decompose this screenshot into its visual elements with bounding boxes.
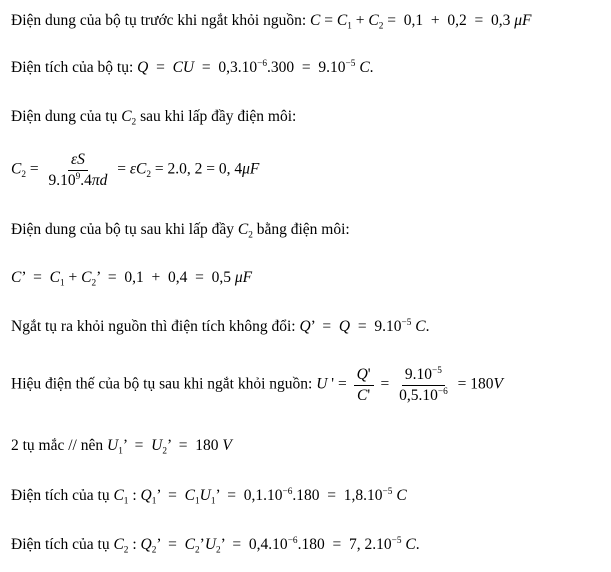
line-c2-formula: $C_2$ = $\frac{\varepsilon S}{9.10^9.4\pi d}$ = $\varepsilon C_2 = 2.0$, 2 = 0, 4μF bbox=[11, 151, 260, 189]
label-text: Hiệu điện thế của bộ tụ sau khi ngắt khỏi nguồn: bbox=[11, 375, 317, 393]
label-text: Điện tích của tụ bbox=[11, 536, 114, 553]
label-text: Điện dung của bộ tụ trước khi ngắt khỏi nguồn: bbox=[11, 12, 310, 29]
line-parallel-voltage: 2 tụ mắc // nên $U_1$’ = $U_2$’ = 180 V bbox=[11, 437, 232, 457]
label-text: 2 tụ mắc // nên bbox=[11, 437, 107, 454]
label-text: Điện tích của tụ bbox=[11, 487, 114, 504]
line-total-capacitance-after: C’ = $C_1 + C_2$’ = 0,1 + 0,4 = 0,5 μF bbox=[11, 269, 253, 289]
label-text: Điện dung của tụ bbox=[11, 108, 122, 125]
line-charge-c2: Điện tích của tụ $C_2$ : $Q_2$’ = $C_2’U_2$’ = $0,4.10^{-6}.180 = 7$, $2.10^{-5}$ C. bbox=[11, 535, 420, 556]
line-voltage-after: Hiệu điện thế của bộ tụ sau khi ngắt khỏi nguồn: U ' = $\frac{Q'}{C'}$ = $\frac{9.10^{-5}}{0,5.10^{-6}}$ = 180V bbox=[11, 365, 503, 404]
label-text: Điện dung của bộ tụ sau khi lấp đầy bbox=[11, 221, 238, 238]
fraction: $\frac{\varepsilon S}{9.10^9.4\pi d}$ bbox=[48, 151, 108, 189]
fraction: $\frac{Q'}{C'}$ bbox=[354, 367, 374, 403]
equation: C bbox=[310, 12, 321, 29]
line-charge-constant: Ngắt tụ ra khỏi nguồn thì điện tích không đổi: Q’ = $Q = 9.10^{-5}$ C. bbox=[11, 317, 430, 335]
line-total-capacitance-before: Điện dung của bộ tụ trước khi ngắt khỏi nguồn: $C = C_1 + C_2 = 0,1 + 0,2 = 0,3$ μF bbox=[11, 12, 532, 32]
line-total-after-dielectric-heading: Điện dung của bộ tụ sau khi lấp đầy $C_2$ bằng điện môi: bbox=[11, 221, 350, 241]
label-text: bằng điện môi: bbox=[252, 221, 350, 238]
label-text: sau khi lấp đầy điện môi: bbox=[136, 108, 297, 125]
line-c2-dielectric-heading: Điện dung của tụ $C_2$ sau khi lấp đầy điện môi: bbox=[11, 108, 297, 128]
label-text: Điện tích của bộ tụ: bbox=[11, 59, 138, 76]
line-charge-c1: Điện tích của tụ $C_1$ : $Q_1$’ = $C_1U_1$’ = $0,1.10^{-6}.180 = 1,8.10^{-5}$ C bbox=[11, 486, 407, 507]
label-text: Ngắt tụ ra khỏi nguồn thì điện tích không đổi: bbox=[11, 318, 300, 335]
line-charge: Điện tích của bộ tụ: Q = CU = $0,3.10^{-6}.300 = 9.10^{-5}$ C. bbox=[11, 58, 374, 76]
fraction: $\frac{9.10^{-5}}{0,5.10^{-6}}$ bbox=[399, 365, 448, 404]
